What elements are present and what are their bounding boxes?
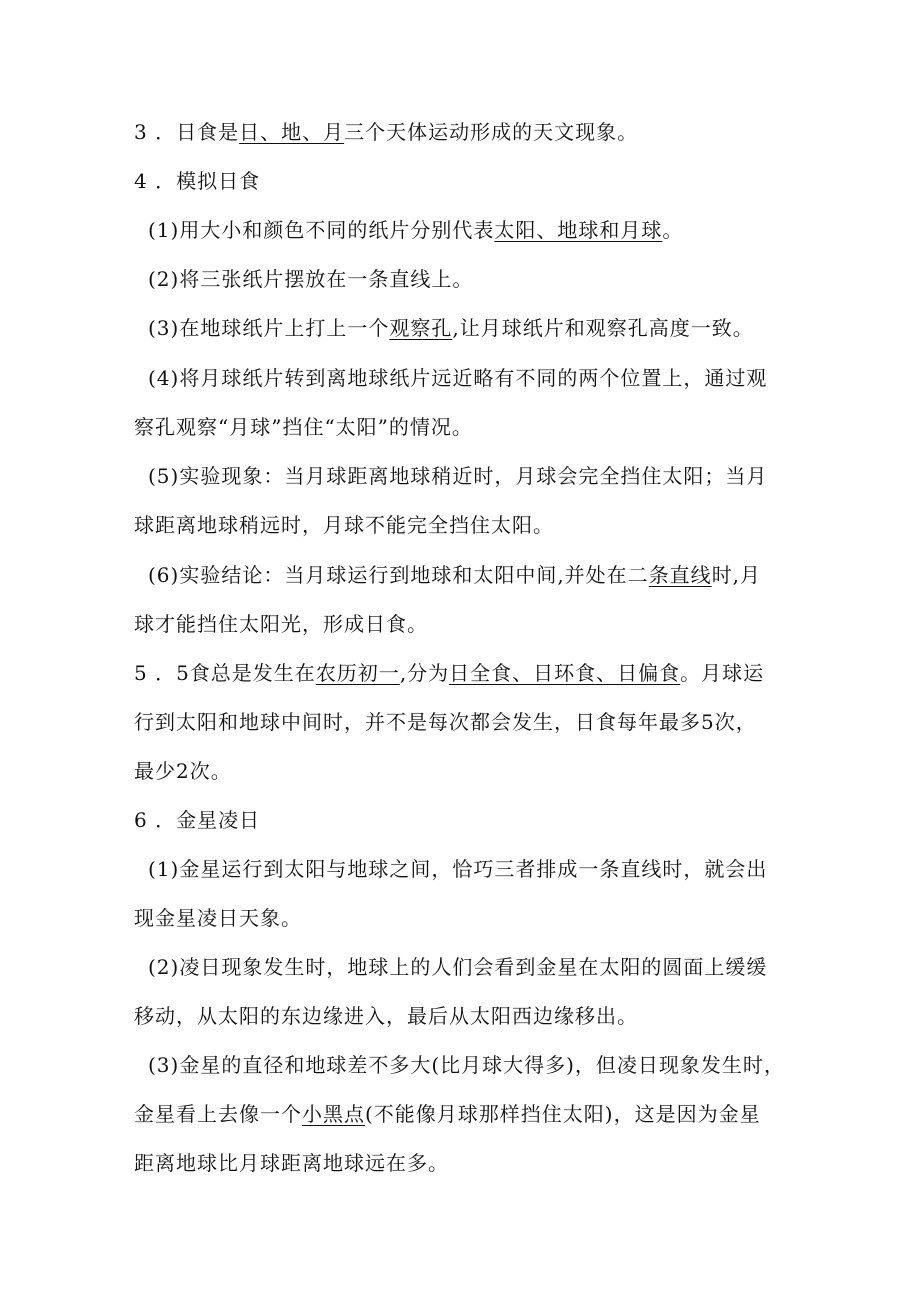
text-segment: ,分为: [399, 661, 450, 685]
text-line: [134, 708, 757, 736]
text-line: [134, 610, 428, 638]
text-line: [148, 216, 683, 244]
text-segment: (5)实验现象：当月球距离地球稍近时，月球会完全挡住太阳；当月: [148, 464, 768, 488]
text-line: [134, 659, 764, 687]
text-segment: 距离地球比月球距离地球远在多。: [134, 1151, 449, 1175]
text-line: [134, 1002, 638, 1030]
text-line: [148, 561, 761, 589]
text-segment: 5 ．5食总是发生在: [134, 661, 316, 685]
text-line: [134, 1149, 449, 1177]
text-segment: (4)将月球纸片转到离地球纸片远近略有不同的两个位置上，通过观: [148, 366, 768, 390]
text-line: [148, 314, 754, 342]
text-line: [148, 364, 767, 392]
text-segment: 现金星凌日天象。: [134, 906, 302, 930]
text-line: [148, 953, 767, 981]
section-heading: [134, 806, 260, 834]
text-line: [134, 757, 232, 785]
text-segment: 。: [662, 218, 684, 242]
text-segment: (1)用大小和颜色不同的纸片分别代表: [148, 218, 495, 242]
text-segment: (1)金星运行到太阳与地球之间，恰巧三者排成一条直线时，就会出: [148, 857, 768, 881]
text-segment: 最少2次。: [134, 759, 232, 783]
text-segment: (3)在地球纸片上打上一个: [148, 316, 390, 340]
underlined-answer: 小黑点: [302, 1102, 365, 1126]
underlined-answer: 条直线: [648, 563, 712, 587]
underlined-answer: 农历初一: [315, 661, 400, 685]
text-segment: 3 ．日食是: [134, 120, 240, 144]
section-heading: [134, 167, 260, 195]
text-segment: 移动，从太阳的东边缘进入，最后从太阳西边缘移出。: [134, 1004, 638, 1028]
underlined-answer: 日全食、日环食、日偏食: [449, 661, 681, 685]
text-segment: 察孔观察“月球”挡住“太阳”的情况。: [134, 415, 473, 439]
text-segment: 三个天体运动形成的天文现象。: [344, 120, 639, 144]
text-line: [148, 462, 767, 490]
text-segment: 金星看上去像一个: [134, 1102, 302, 1126]
text-segment: (3)金星的直径和地球差不多大(比月球大得多)，但凌日现象发生时，: [148, 1053, 785, 1077]
text-segment: (2)将三张纸片摆放在一条直线上。: [148, 267, 474, 291]
text-line: [134, 511, 554, 539]
text-segment: (6)实验结论：当月球运行到地球和太阳中间,并处在二: [148, 563, 649, 587]
text-line: [148, 855, 767, 883]
text-segment: (2)凌日现象发生时，地球上的人们会看到金星在太阳的圆面上缓缓: [148, 955, 768, 979]
text-line: [148, 265, 473, 293]
text-line: [134, 1100, 761, 1128]
text-segment: 4 ．模拟日食: [134, 169, 261, 193]
text-segment: (不能像月球那样挡住太阳)，这是因为金星: [365, 1102, 761, 1126]
text-segment: 球距离地球稍远时，月球不能完全挡住太阳。: [134, 513, 554, 537]
underlined-answer: 日、地、月: [239, 120, 345, 144]
text-segment: 6 ．金星凌日: [134, 808, 261, 832]
text-segment: 。月球运: [680, 661, 765, 685]
text-segment: 时,月: [711, 563, 762, 587]
underlined-answer: 观察孔: [389, 316, 453, 340]
text-segment: 行到太阳和地球中间时，并不是每次都会发生，日食每年最多5次，: [134, 710, 757, 734]
underlined-answer: 太阳、地球和月球: [494, 218, 663, 242]
text-line: [134, 413, 473, 441]
text-segment: 球才能挡住太阳光，形成日食。: [134, 612, 428, 636]
text-segment: ,让月球纸片和观察孔高度一致。: [452, 316, 754, 340]
text-line: [148, 1051, 785, 1079]
text-line: [134, 118, 638, 146]
text-line: [134, 904, 302, 932]
